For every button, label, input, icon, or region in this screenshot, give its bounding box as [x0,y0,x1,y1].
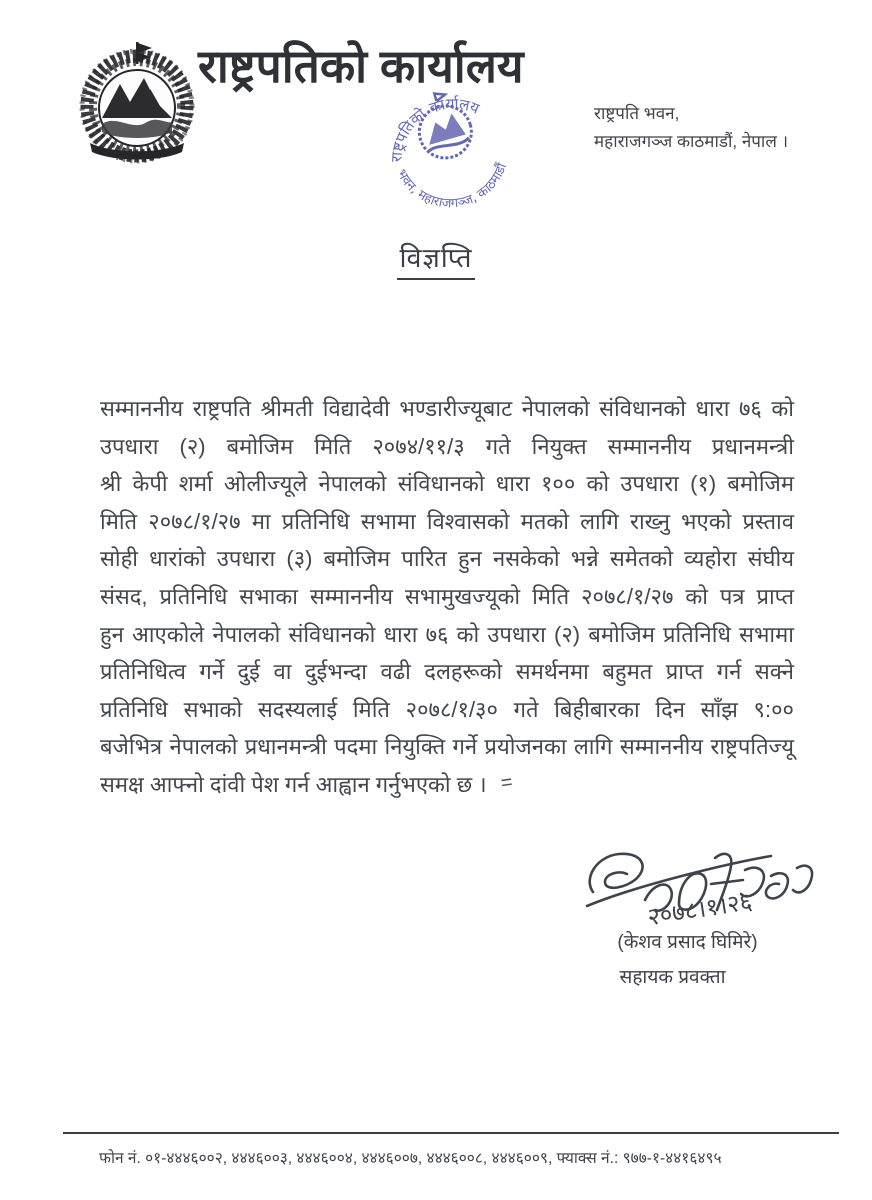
doc-title-wrap [0,238,872,280]
handwritten-signature [575,840,825,940]
body-line: प्रतिनिधि सभाको सदस्यलाई मिति २०७८/१/३० गते बिहीबारका दिन साँझ ९:०० [100,696,794,722]
stamp-ring-text-bottom: भवन, महाराजगञ्ज, काठमाडौं [393,161,511,212]
body-line: संसद, प्रतिनिधि सभाका सम्माननीय सभामुखज्यूको मिति २०७८/१/२७ को पत्र प्राप्त [100,583,794,609]
letterhead-address [594,100,844,156]
stamp-ring-text-top: राष्ट्रपतिको कार्यालय [387,94,482,163]
body-line: बजेभित्र नेपालको प्रधानमन्त्री पदमा नियुक्ति गर्ने प्रयोजनका लागि सम्माननीय राष्ट्रपतिज्यू [100,734,794,760]
office-name: राष्ट्रपतिको कार्यालय [198,40,524,92]
signatory-designation: सहायक प्रवक्ता [619,967,726,988]
body-line: प्रतिनिधित्व गर्ने दुई वा दुईभन्दा वढी दलहरूको समर्थनमा बहुमत प्राप्त गर्न सक्ने [100,659,794,685]
doc-title: विज्ञप्ति [397,238,474,280]
signature-date: २०७८।१।२६ [645,887,755,932]
body-line-text: समक्ष आफ्नो दांवी पेश गर्न आह्वान गर्नुभएको छ । [100,771,487,797]
nepal-coat-of-arms-icon [72,40,202,168]
body-line-last [100,766,794,804]
signatory-name: (केशव प्रसाद घिमिरे) [617,932,758,953]
address-line-1: राष्ट्रपति भवन, [594,104,680,123]
body-line: श्री केपी शर्मा ओलीज्यूले नेपालको संविधानको धारा १०० को उपधारा (१) बमोजिम [100,471,794,497]
address-line-2: महाराजगञ्ज काठमाडौं, नेपाल । [594,132,789,151]
body-line: हुन आएकोले नेपालको संविधानको धारा ७६ को उपधारा (२) बमोजिम प्रतिनिधि सभामा [100,621,794,647]
body-line: उपधारा (२) बमोजिम मिति २०७४/११/३ गते नियुक्त सम्माननीय प्रधानमन्त्री [100,433,794,459]
footer-divider [63,1132,839,1134]
body-line: मिति २०७८/१/२७ मा प्रतिनिधि सभामा विश्वासको मतको लागि राख्नु भएको प्रस्ताव [100,508,794,534]
body-line: सम्माननीय राष्ट्रपति श्रीमती विद्यादेवी भण्डारीज्यूबाट नेपालको संविधानको धारा ७६ को [100,396,794,421]
footer-contact-line: फोन नं. ०१-४४४६००२, ४४४६००३, ४४४६००४, ४४४६००७, ४४४६००८, ४४४६००९, फ्याक्स नं.: ९७७-१-४४१६४९५ [99,1150,722,1167]
handwritten-end-mark: = [499,771,512,795]
body-line: सोही धारांको उपधारा (३) बमोजिम पारित हुन नसकेको भन्ने समेतको व्यहोरा संघीय [100,546,794,572]
letter-body [100,390,794,804]
